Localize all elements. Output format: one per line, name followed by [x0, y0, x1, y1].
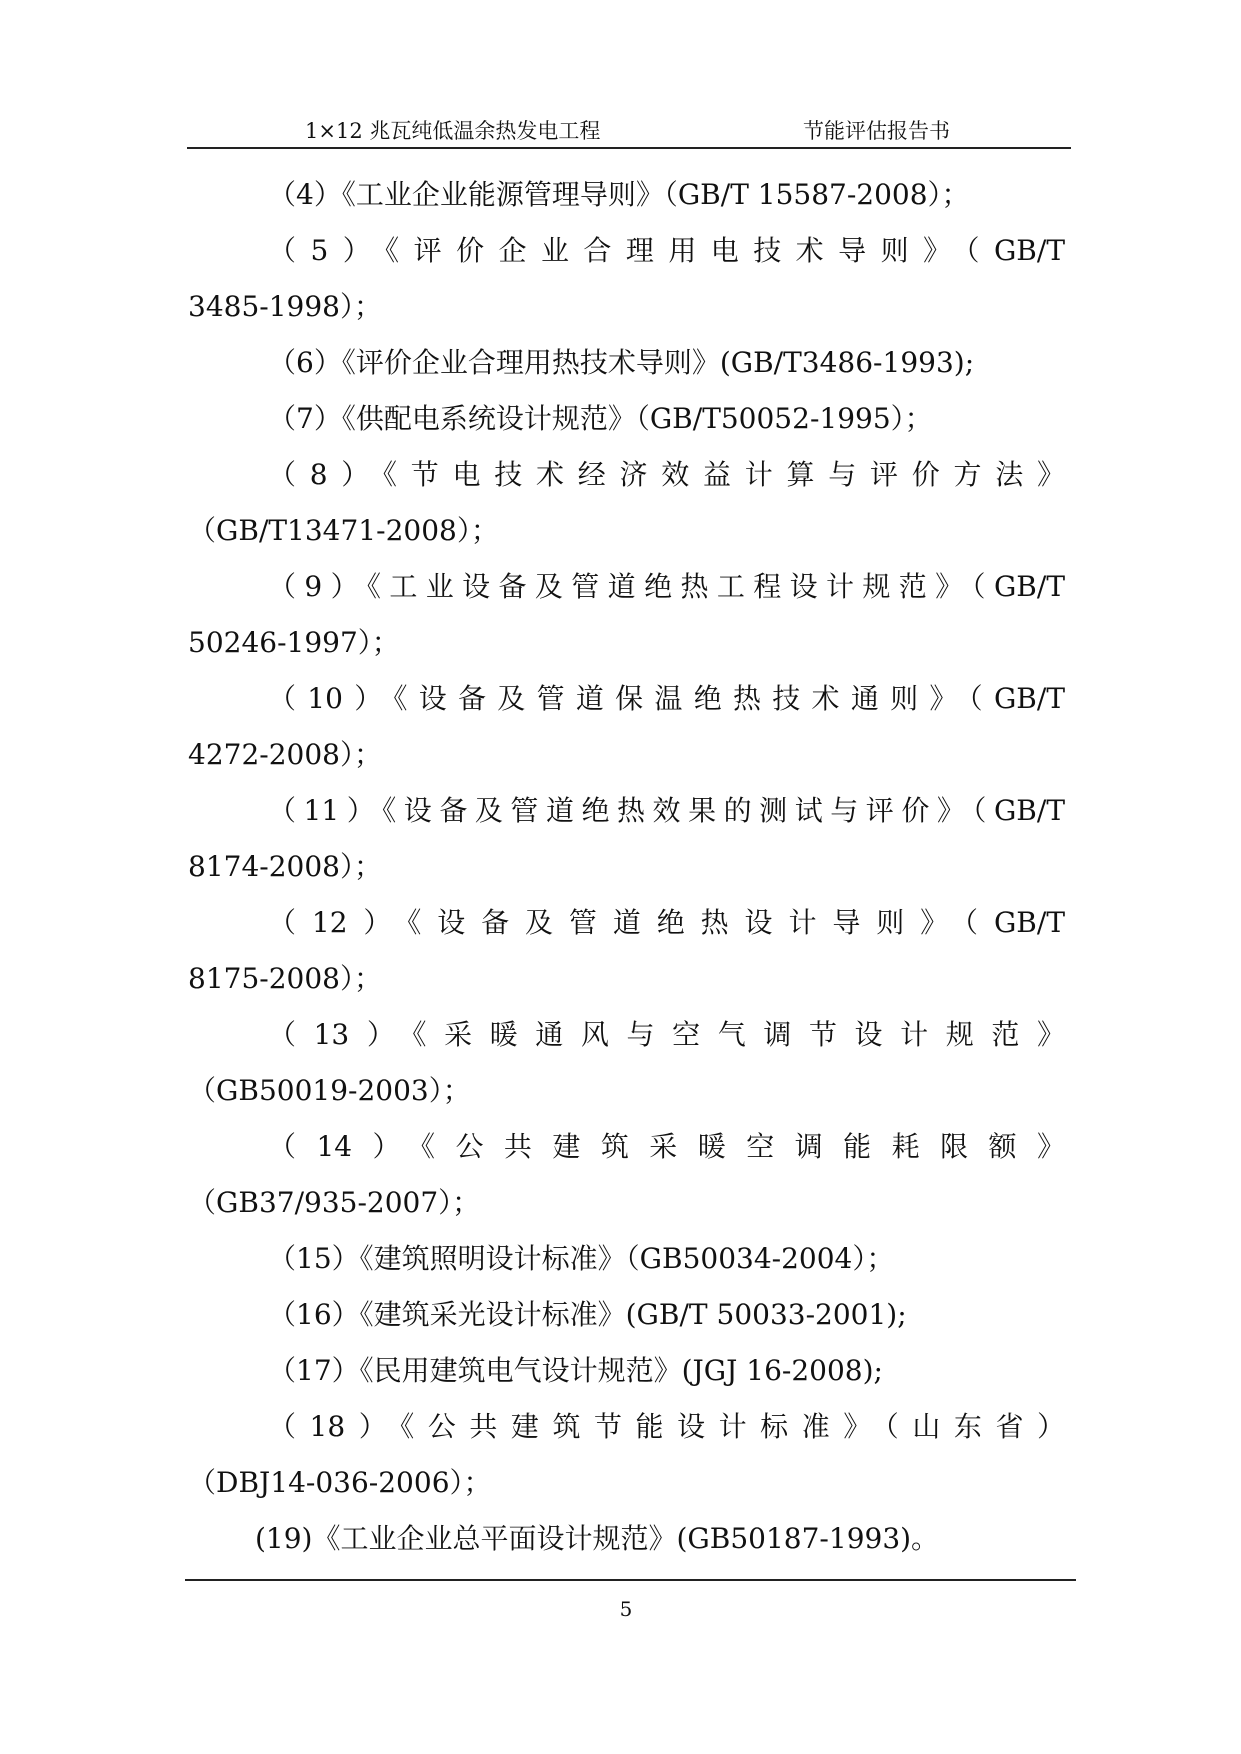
list-item-13-first-line: （13）《采暖通风与空气调节设计规范》 — [268, 1018, 1065, 1051]
list-item-14-first-line: （14）《公共建筑采暖空调能耗限额》 — [268, 1130, 1065, 1163]
list-item-5-continuation: 3485-1998）； — [188, 290, 382, 323]
list-item-11-continuation: 8174-2008）； — [188, 850, 382, 883]
list-item-11-first-line: （11）《设备及管道绝热效果的测试与评价》（GB/T — [268, 794, 1065, 827]
footer-divider — [185, 1579, 1076, 1581]
list-item-8-continuation: （GB/T13471-2008）； — [188, 514, 499, 547]
list-item-5-first-line: （5）《评价企业合理用电技术导则》（GB/T — [268, 234, 1065, 267]
standards-list — [188, 167, 1065, 1567]
page-number: 5 — [619, 1597, 633, 1621]
list-item-17: （17）《民用建筑电气设计规范》(JGJ 16-2008); — [268, 1354, 883, 1387]
list-item-6: （6）《评价企业合理用热技术导则》(GB/T3486-1993); — [268, 346, 975, 379]
list-item-15: （15）《建筑照明设计标准》（GB50034-2004）； — [268, 1242, 895, 1275]
header-divider — [187, 147, 1071, 149]
list-item-8-first-line: （8）《节电技术经济效益计算与评价方法》 — [268, 458, 1065, 491]
list-item-7: （7）《供配电系统设计规范》（GB/T50052-1995）； — [268, 402, 933, 435]
list-item-4: （4）《工业企业能源管理导则》（GB/T 15587-2008）； — [268, 178, 970, 211]
page-header — [187, 116, 1071, 146]
list-item-12-continuation: 8175-2008）； — [188, 962, 382, 995]
list-item-13-continuation: （GB50019-2003）； — [188, 1074, 471, 1107]
list-item-16: （16）《建筑采光设计标准》(GB/T 50033-2001); — [268, 1298, 907, 1331]
list-item-14-continuation: （GB37/935-2007）； — [188, 1186, 481, 1219]
list-item-18-continuation: （DBJ14-036-2006）； — [188, 1466, 492, 1499]
list-item-10-first-line: （10）《设备及管道保温绝热技术通则》（GB/T — [268, 682, 1065, 715]
list-item-9-continuation: 50246-1997）； — [188, 626, 400, 659]
header-report-title: 节能评估报告书 — [803, 119, 950, 143]
list-item-18-first-line: （18）《公共建筑节能设计标准》（山东省） — [268, 1410, 1065, 1443]
header-project-title: 1×12 兆瓦纯低温余热发电工程 — [305, 119, 601, 143]
list-item-10-continuation: 4272-2008）； — [188, 738, 382, 771]
list-item-12-first-line: （12）《设备及管道绝热设计导则》（GB/T — [268, 906, 1065, 939]
list-item-9-first-line: （9）《工业设备及管道绝热工程设计规范》（GB/T — [268, 570, 1065, 603]
list-item-19: (19)《工业企业总平面设计规范》(GB50187-1993)。 — [255, 1522, 940, 1555]
